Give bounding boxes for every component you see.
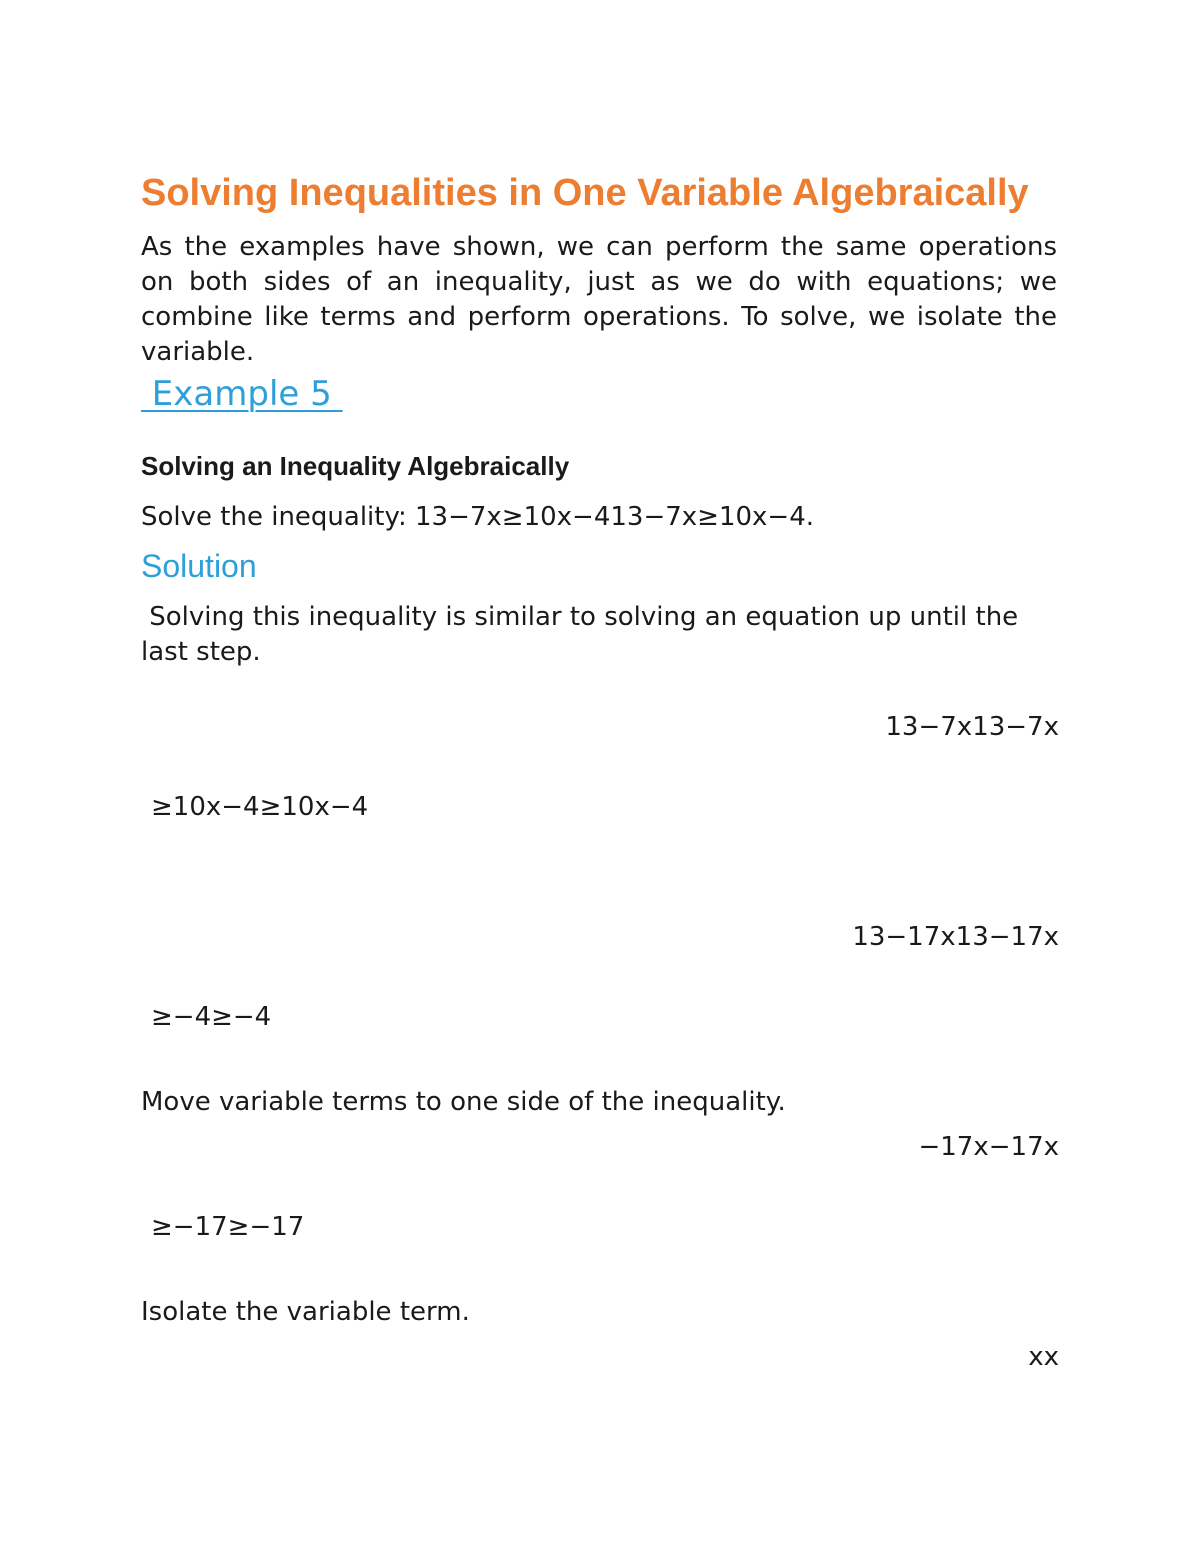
page-title: Solving Inequalities in One Variable Algebraically (141, 172, 1029, 214)
step4-left-expression: xx (1028, 1342, 1059, 1372)
step2-left-expression: 13−17x13−17x (852, 922, 1059, 952)
step2-right-expression: ≥−4≥−4 (151, 1002, 272, 1032)
solution-heading: Solution (141, 548, 257, 584)
problem-statement: Solve the inequality: 13−7x≥10x−413−7x≥10x−4. (141, 502, 815, 532)
step3-explanation: Isolate the variable term. (141, 1297, 470, 1327)
step3-right-expression: ≥−17≥−17 (151, 1212, 305, 1242)
step2-explanation: Move variable terms to one side of the inequality. (141, 1087, 786, 1117)
intro-paragraph: As the examples have shown, we can perform the same operations on both sides of an inequality, just as we do with equations; we combine like terms and perform operations. To solve, we isolate the variable. (141, 232, 1057, 367)
step1-right-expression: ≥10x−4≥10x−4 (151, 792, 369, 822)
solution-intro: Solving this inequality is similar to solving an equation up until the last step. (141, 602, 1027, 667)
example-heading: Example 5 (141, 374, 343, 414)
example-subheading: Solving an Inequality Algebraically (141, 451, 570, 481)
step1-left-expression: 13−7x13−7x (885, 712, 1059, 742)
step3-left-expression: −17x−17x (918, 1132, 1059, 1162)
